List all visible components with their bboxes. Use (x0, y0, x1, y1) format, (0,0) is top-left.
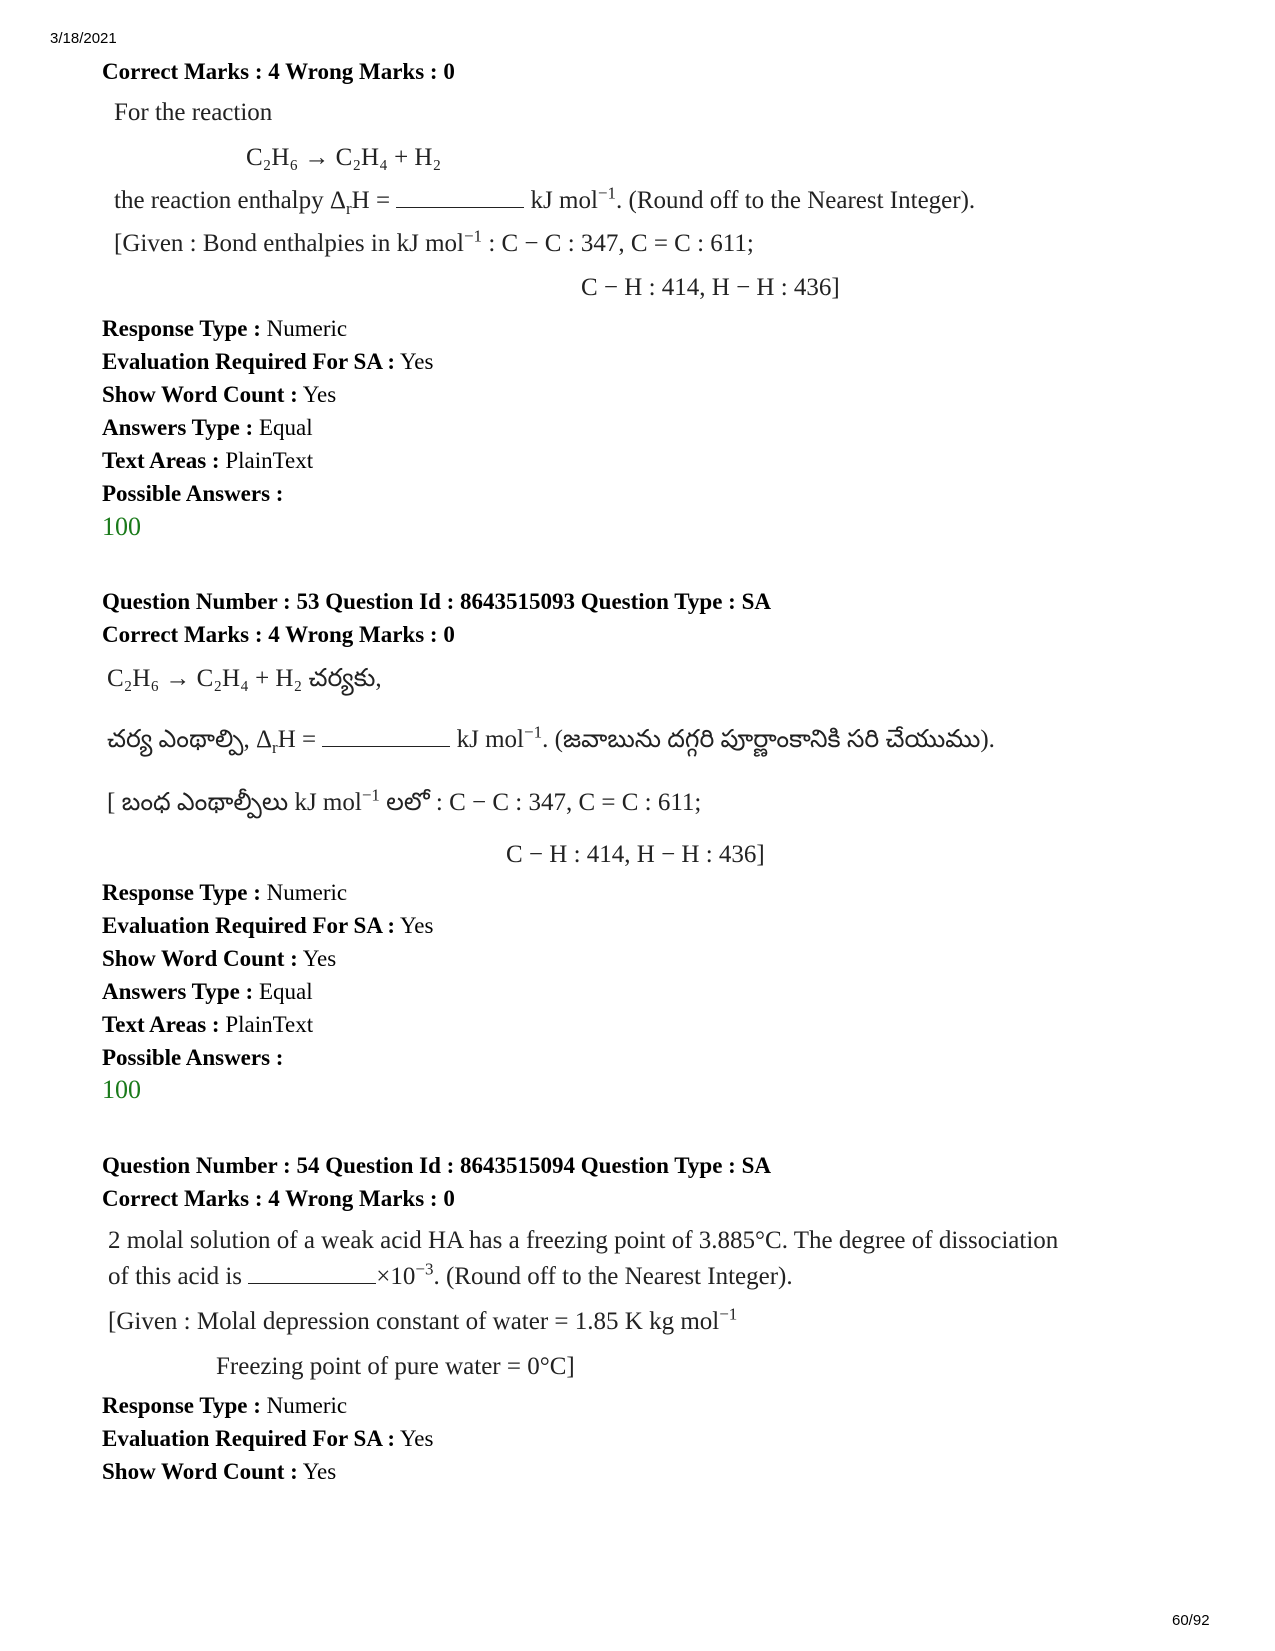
q53-marks: Correct Marks : 4 Wrong Marks : 0 (102, 622, 455, 647)
q54-line-2: of this acid is $\times 10^{-3}$. (Round off to the Nearest Integer). (108, 1259, 793, 1290)
q54-line-1: 2 molal solution of a weak acid HA has a freezing point of 3.885°C. The degree of dissociation (108, 1227, 1059, 1254)
q53-word-count: Show Word Count : Yes (102, 946, 337, 971)
q53-given-2: C − H : 414, H − H : 436] (506, 841, 765, 868)
q53-given: [ బంధ ఎంథాల్పీలు kJ mol$^{-1}$ లలో : C − C : 347, C = C : 611; (107, 785, 702, 816)
q52-given: [Given : Bond enthalpies in kJ mol$^{-1}$ : C − C : 347, C = C : 611; (114, 226, 754, 257)
q52-answer: 100 (102, 512, 141, 541)
q53-evaluation: Evaluation Required For SA : Yes (102, 913, 434, 938)
q53-header: Question Number : 53 Question Id : 8643515093 Question Type : SA (102, 589, 771, 614)
q53-answer: 100 (102, 1075, 141, 1104)
answer-blank (322, 728, 450, 747)
q52-text-areas: Text Areas : PlainText (102, 448, 314, 473)
q54-marks: Correct Marks : 4 Wrong Marks : 0 (102, 1186, 455, 1211)
q54-response-type: Response Type : Numeric (102, 1393, 348, 1418)
q52-response-type: Response Type : Numeric (102, 316, 348, 341)
q53-equation: C₂H₆ → C₂H₄ + H₂ చర్యకు, (107, 665, 382, 692)
q53-possible-answers-label: Possible Answers : (102, 1045, 284, 1070)
q54-header: Question Number : 54 Question Id : 8643515094 Question Type : SA (102, 1153, 771, 1178)
q52-marks: Correct Marks : 4 Wrong Marks : 0 (102, 59, 455, 84)
q52-answers-type: Answers Type : Equal (102, 415, 313, 440)
q52-possible-answers-label: Possible Answers : (102, 481, 284, 506)
q54-given-2: Freezing point of pure water = 0°C] (216, 1353, 575, 1380)
q53-text-areas: Text Areas : PlainText (102, 1012, 314, 1037)
answer-blank (248, 1265, 376, 1284)
q52-equation: C₂H₆ → C₂H₄ + H₂ (246, 144, 442, 171)
page-number: 60/92 (1172, 1612, 1210, 1629)
q52-word-count: Show Word Count : Yes (102, 382, 337, 407)
q53-response-type: Response Type : Numeric (102, 880, 348, 905)
q53-answers-type: Answers Type : Equal (102, 979, 313, 1004)
q54-evaluation: Evaluation Required For SA : Yes (102, 1426, 434, 1451)
q52-intro: For the reaction (114, 99, 273, 126)
q53-enthalpy-line: చర్య ఎంథాల్పి, $\Delta_rH$ = kJ mol$^{-1}$. (జవాబును దగ్గరి పూర్ణాంకానికి సరి చేయుము). (107, 722, 995, 757)
answer-blank (396, 189, 524, 208)
q52-given-2: C − H : 414, H − H : 436] (581, 274, 840, 301)
q54-given: [Given : Molal depression constant of water = 1.85 K kg mol$^{-1}$ (108, 1304, 738, 1335)
print-date: 3/18/2021 (50, 30, 117, 47)
q52-enthalpy-line: the reaction enthalpy $\Delta_rH$ = kJ mol$^{-1}$. (Round off to the Nearest Integer). (114, 183, 976, 218)
q52-evaluation: Evaluation Required For SA : Yes (102, 349, 434, 374)
q54-word-count: Show Word Count : Yes (102, 1459, 337, 1484)
